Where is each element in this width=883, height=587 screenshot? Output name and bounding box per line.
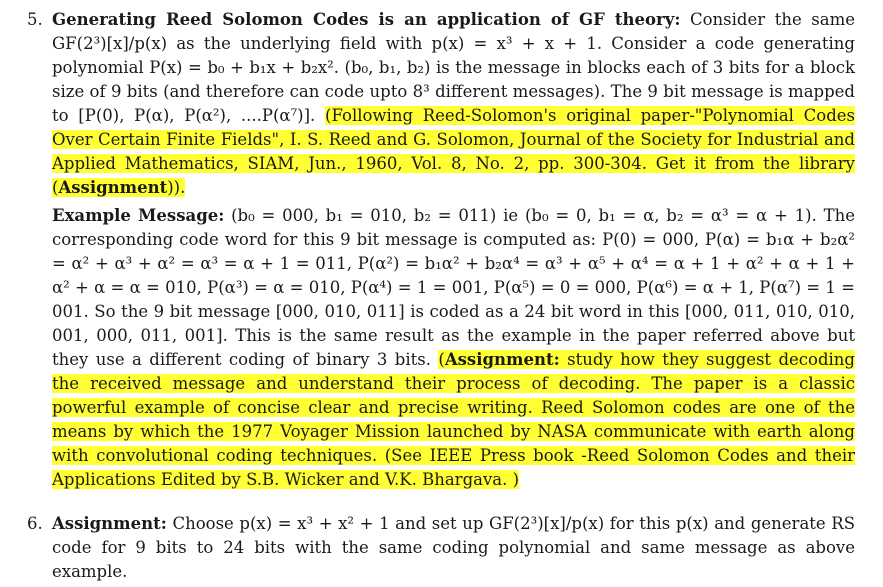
example-text: (b₀ = 000, b₁ = 010, b₂ = 011) ie (b₀ = 0, b₁ = α, b₂ = α³ = α + 1). The corresponding code word for this 9 bit message is computed as: P(0) = 000, P(α) = b₁α + b₂α² = α² + α³ + α² = α³ = α + 1 = 011, P(α²) = b₁α² + b₂α⁴ = α³ + α⁵ + α⁴ = α + 1 + α² + α + 1 + α² + α = α = 010, P(α³) = α = 010, P(α⁴) = 1 = 001, P(α⁵) = 0 = 000, P(α⁶) = α + 1, P(α⁷) = 1 = 001. So the 9 bit message [000, 010, 011] is coded as a 24 bit word in this [000, 011, 010, 010, 001, 000, 011, 001]. This is the same result as the example in the paper referred above but they use a different coding of binary 3 bits. xyxy=(52,206,855,369)
intro-text: Consider the same GF(2³)[x]/p(x) as the underlying field with p(x) = x³ + x + 1. Consider a code generating polynomial P(x) = b₀ + b₁x + b₂x². (b₀, b₁, b₂) is the message in blocks each of 3 bits for a block size of 9 bits (and therefore can code upto 8³ different messages). The 9 bit message is mapped to [P(0), P(α), P(α²), ....P(α⁷)]. xyxy=(52,10,856,125)
paren-open: ( xyxy=(438,350,445,369)
item-number: 5. xyxy=(27,10,43,29)
assignment-bold: Assignment: xyxy=(444,350,560,369)
item-6-paragraph xyxy=(52,512,855,584)
item-number: 6. xyxy=(27,514,43,533)
item-title: Generating Reed Solomon Codes is an application of GF theory: xyxy=(52,10,681,29)
item-text: Choose p(x) = x³ + x² + 1 and set up GF(2³)[x]/p(x) for this p(x) and generate RS code for 9 bits to 24 bits with the same coding polynomial and same message as above example. xyxy=(52,514,855,581)
item-5-paragraph xyxy=(52,8,855,200)
example-paragraph xyxy=(52,204,855,492)
reference-text: (Following Reed-Solomon's original paper-"Polynomial Codes Over Certain Finite Fields", I. S. Reed and G. Solomon, Journal of the Society for Industrial and Applied Mathematics, SIAM, Jun., 1960, Vol. 8, No. 2, pp. 300-304. Get it from the library ( xyxy=(52,106,855,197)
example-label: Example Message: xyxy=(52,206,225,225)
assignment-label: Assignment xyxy=(58,178,168,197)
item-title: Assignment: xyxy=(52,514,167,533)
item-body xyxy=(52,512,855,584)
assignment-text: study how they suggest decoding the received message and understand their process of decoding. The paper is a classic powerful example of concise clear and precise writing. Reed Solomon codes are one of the means by which the 1977 Voyager Mission launched by NASA communicate with earth along with convolutional coding techniques. (See IEEE Press book -Reed Solomon Codes and their Applications Edited by S.B. Wicker and V.K. Bhargava. ) xyxy=(52,350,855,489)
item-body xyxy=(52,8,855,492)
highlighted-assignment xyxy=(52,350,855,489)
reference-end: )). xyxy=(167,178,186,197)
